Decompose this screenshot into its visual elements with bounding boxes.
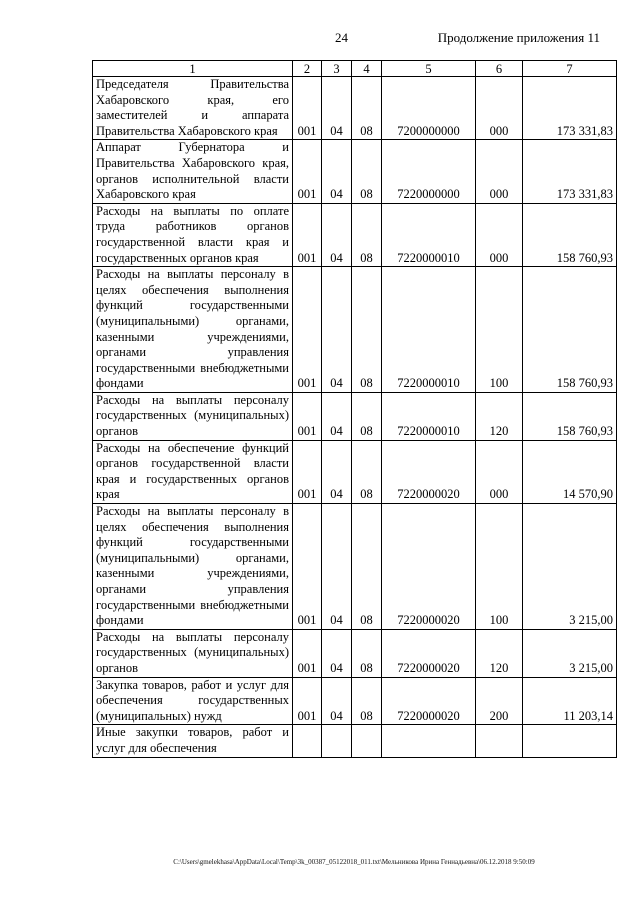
cell-amount: 158 760,93 (523, 267, 617, 393)
cell-expense-type: 100 (476, 504, 523, 630)
cell-subsection: 08 (352, 77, 382, 140)
cell-ministry: 001 (293, 267, 322, 393)
cell-expense-type: 000 (476, 440, 523, 503)
cell-amount (523, 725, 617, 757)
cell-section: 04 (322, 140, 352, 203)
column-header: 1 (93, 61, 293, 77)
cell-subsection: 08 (352, 677, 382, 725)
table-row (93, 203, 617, 266)
cell-subsection: 08 (352, 440, 382, 503)
cell-subsection: 08 (352, 504, 382, 630)
table-row (93, 392, 617, 440)
cell-section: 04 (322, 440, 352, 503)
table-row (93, 440, 617, 503)
row-name: Расходы на обеспечение функций органов государственной власти края и государственных органов края (93, 440, 293, 503)
cell-target-article (382, 725, 476, 757)
table-row (93, 504, 617, 630)
cell-ministry: 001 (293, 504, 322, 630)
cell-amount: 3 215,00 (523, 629, 617, 677)
cell-ministry: 001 (293, 77, 322, 140)
cell-section: 04 (322, 77, 352, 140)
file-path-footer: C:\Users\gmelekhasa\AppData\Local\Temp\3k_00387_05122018_011.txt\Мельникова Ирина Геннадьевна\06.12.2018 9:50:09 (173, 858, 535, 866)
row-name: Закупка товаров, работ и услуг для обеспечения государственных (муниципальных) нужд (93, 677, 293, 725)
cell-ministry: 001 (293, 440, 322, 503)
cell-target-article: 7220000020 (382, 677, 476, 725)
table-row (93, 267, 617, 393)
cell-ministry (293, 725, 322, 757)
table-row (93, 140, 617, 203)
cell-ministry: 001 (293, 629, 322, 677)
budget-table (92, 60, 617, 758)
row-name: Расходы на выплаты персоналу в целях обеспечения выполнения функций государственными (муниципальными) органами, казенными учреждениями, органами управления государственными внебюджетными фондами (93, 504, 293, 630)
table-row (93, 677, 617, 725)
column-header: 7 (523, 61, 617, 77)
table-row (93, 77, 617, 140)
cell-expense-type: 000 (476, 203, 523, 266)
column-header: 6 (476, 61, 523, 77)
cell-section: 04 (322, 267, 352, 393)
cell-amount: 158 760,93 (523, 203, 617, 266)
cell-subsection (352, 725, 382, 757)
cell-expense-type: 100 (476, 267, 523, 393)
cell-ministry: 001 (293, 140, 322, 203)
cell-subsection: 08 (352, 140, 382, 203)
cell-section: 04 (322, 504, 352, 630)
cell-subsection: 08 (352, 392, 382, 440)
cell-expense-type: 000 (476, 140, 523, 203)
row-name: Расходы на выплаты персоналу государственных (муниципальных) органов (93, 392, 293, 440)
row-name: Аппарат Губернатора и Правительства Хабаровского края, органов исполнительной власти Хабаровского края (93, 140, 293, 203)
cell-amount: 14 570,90 (523, 440, 617, 503)
cell-subsection: 08 (352, 267, 382, 393)
cell-target-article: 7220000010 (382, 392, 476, 440)
header-row (93, 61, 617, 77)
cell-expense-type: 200 (476, 677, 523, 725)
cell-expense-type: 000 (476, 77, 523, 140)
cell-expense-type (476, 725, 523, 757)
cell-section: 04 (322, 677, 352, 725)
continuation-label: Продолжение приложения 11 (437, 30, 600, 45)
cell-section (322, 725, 352, 757)
table-row (93, 725, 617, 757)
table-row (93, 629, 617, 677)
cell-target-article: 7220000020 (382, 629, 476, 677)
cell-expense-type: 120 (476, 629, 523, 677)
cell-target-article: 7200000000 (382, 77, 476, 140)
column-header: 4 (352, 61, 382, 77)
cell-amount: 11 203,14 (523, 677, 617, 725)
cell-target-article: 7220000010 (382, 203, 476, 266)
row-name: Расходы на выплаты персоналу государственных (муниципальных) органов (93, 629, 293, 677)
cell-amount: 173 331,83 (523, 140, 617, 203)
cell-amount: 3 215,00 (523, 504, 617, 630)
column-header: 2 (293, 61, 322, 77)
cell-section: 04 (322, 392, 352, 440)
cell-amount: 158 760,93 (523, 392, 617, 440)
row-name: Расходы на выплаты персоналу в целях обеспечения выполнения функций государственными (муниципальными) органами, казенными учреждениями, органами управления государственными внебюджетными фондами (93, 267, 293, 393)
row-name: Иные закупки товаров, работ и услуг для обеспечения (93, 725, 293, 757)
cell-subsection: 08 (352, 629, 382, 677)
cell-expense-type: 120 (476, 392, 523, 440)
cell-ministry: 001 (293, 203, 322, 266)
cell-section: 04 (322, 203, 352, 266)
cell-ministry: 001 (293, 392, 322, 440)
cell-target-article: 7220000000 (382, 140, 476, 203)
cell-target-article: 7220000010 (382, 267, 476, 393)
row-name: Председателя Правительства Хабаровского края, его заместителей и аппарата Правительства Хабаровского края (93, 77, 293, 140)
cell-subsection: 08 (352, 203, 382, 266)
column-header: 3 (322, 61, 352, 77)
cell-amount: 173 331,83 (523, 77, 617, 140)
cell-section: 04 (322, 629, 352, 677)
row-name: Расходы на выплаты по оплате труда работников органов государственной власти края и государственных органов края (93, 203, 293, 266)
page-number: 24 (335, 30, 348, 45)
cell-target-article: 7220000020 (382, 440, 476, 503)
cell-target-article: 7220000020 (382, 504, 476, 630)
column-header: 5 (382, 61, 476, 77)
cell-ministry: 001 (293, 677, 322, 725)
